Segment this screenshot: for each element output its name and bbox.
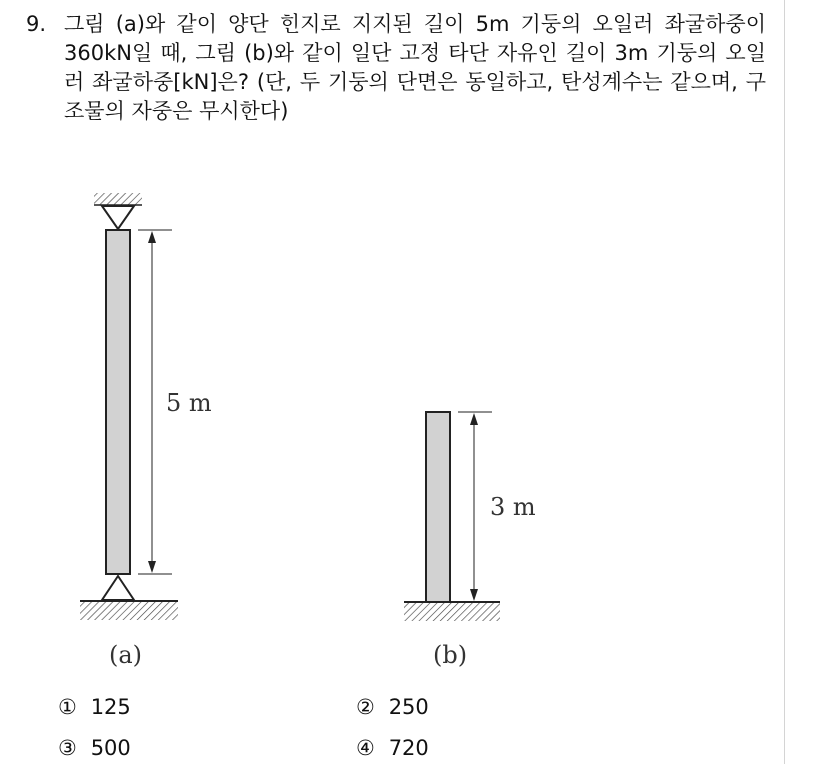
question-number: 9.	[26, 12, 47, 36]
bottom-support-hatch	[80, 602, 178, 620]
dimension-a	[138, 230, 214, 574]
choice-4[interactable]	[356, 735, 429, 761]
choice-value: 125	[90, 695, 131, 719]
choice-value: 500	[90, 736, 131, 760]
choice-mark: ③	[58, 736, 77, 760]
caption-a: (a)	[109, 641, 143, 669]
choice-2[interactable]	[356, 694, 429, 720]
length-label-a: 5 m	[166, 389, 212, 417]
top-pin-icon	[102, 206, 134, 229]
choice-3[interactable]	[58, 735, 131, 761]
length-label-b: 3 m	[490, 493, 536, 521]
choice-value: 250	[388, 695, 429, 719]
column-b	[404, 412, 536, 669]
bottom-pin-icon	[102, 576, 134, 600]
dimension-b	[458, 412, 536, 601]
column-b-member	[426, 412, 450, 602]
fixed-support-hatch	[404, 603, 500, 621]
choice-mark: ①	[58, 695, 77, 719]
question-text: 그림 (a)와 같이 양단 힌지로 지지된 길이 5m 기둥의 오일러 좌굴하중이 360kN일 때, 그림 (b)와 같이 일단 고정 타단 자유인 길이 3m 기둥의 오일러 좌굴하중[kN]은? (단, 두 기둥의 단면은 동일하고, 탄성계수는 같으며, 구조물의 자중은 무시한다)	[64, 12, 766, 123]
choice-value: 720	[388, 736, 429, 760]
choice-mark: ②	[356, 695, 375, 719]
top-support-hatch	[94, 193, 142, 205]
choice-1[interactable]	[58, 694, 131, 720]
choice-mark: ④	[356, 736, 375, 760]
column-a	[80, 193, 214, 669]
caption-b: (b)	[433, 641, 468, 669]
column-a-member	[106, 230, 130, 574]
